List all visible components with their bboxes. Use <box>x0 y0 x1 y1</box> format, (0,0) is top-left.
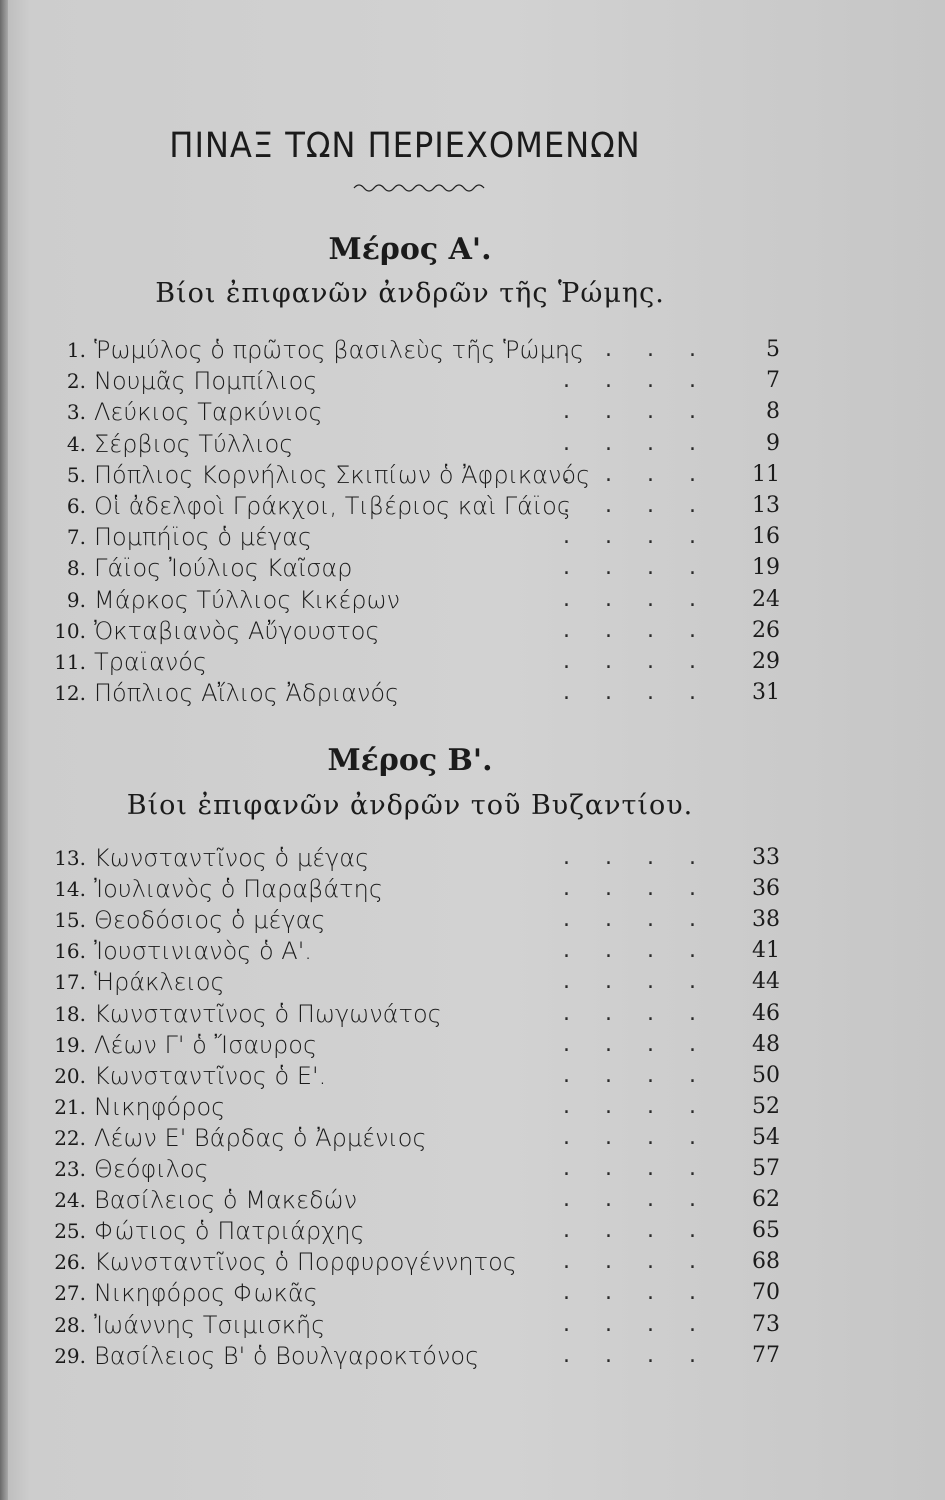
toc-entry <box>40 936 780 966</box>
entry-page-number: 77 <box>752 1342 780 1368</box>
entry-title: Ἡράκλειος <box>94 968 225 997</box>
leader-dots: . . . . <box>563 938 710 964</box>
entry-number: 16. <box>54 939 86 964</box>
entry-page-number: 46 <box>752 1000 780 1026</box>
leader-dots: . . . . <box>563 617 710 643</box>
part-b-subheading: Βίοι ἐπιφανῶν ἀνδρῶν τοῦ Βυζαντίου. <box>126 790 694 821</box>
entry-number: 8. <box>66 556 86 581</box>
toc-entry <box>40 647 780 677</box>
leader-dots: . . . . <box>563 1124 710 1150</box>
entry-title: Πομπήϊος ὁ μέγας <box>94 523 313 552</box>
entry-page-number: 54 <box>752 1124 780 1150</box>
entry-number: 11. <box>54 650 86 674</box>
entry-page-number: 52 <box>752 1093 780 1119</box>
entry-page-number: 68 <box>752 1249 780 1275</box>
leader-dots: . . . . <box>563 1249 710 1275</box>
entry-number: 5. <box>66 462 86 487</box>
entry-number: 2. <box>66 369 86 394</box>
entry-title: Πόπλιος Αἴλιος Ἀδριανός <box>94 679 400 708</box>
entry-number: 20. <box>54 1063 86 1088</box>
toc-entry <box>40 460 780 490</box>
leader-dots: . . . . <box>563 524 710 550</box>
leader-dots: . . . . <box>563 461 710 487</box>
entry-page-number: 29 <box>752 649 780 674</box>
toc-entry <box>40 1310 780 1340</box>
entry-number: 4. <box>66 431 86 456</box>
toc-entry <box>40 429 780 459</box>
entry-title: Κωνσταντῖνος ὁ Πορφυρογέννητος <box>94 1248 517 1277</box>
entry-number: 12. <box>54 681 86 706</box>
entry-title: Ῥωμύλος ὁ πρῶτος βασιλεὺς τῆς Ῥώμης <box>94 336 585 364</box>
entry-page-number: 9 <box>766 430 780 456</box>
entry-title: Θεόφιλος <box>94 1155 209 1183</box>
entry-title: Κωνσταντῖνος ὁ μέγας <box>94 844 370 872</box>
entry-number: 15. <box>54 908 86 933</box>
entry-number: 9. <box>66 587 86 612</box>
entry-number: 29. <box>54 1343 86 1368</box>
entry-number: 19. <box>54 1032 86 1057</box>
entry-number: 24. <box>54 1188 86 1213</box>
entry-title: Κωνσταντῖνος ὁ Πωγωνάτος <box>94 999 442 1028</box>
part-a-subheading: Βίοι ἐπιφανῶν ἀνδρῶν τῆς Ῥώμης. <box>155 278 665 309</box>
leader-dots: . . . . <box>563 1062 710 1088</box>
toc-entry <box>40 553 780 583</box>
toc-entry <box>40 967 780 997</box>
leader-dots: . . . . <box>563 399 710 425</box>
leader-dots: . . . . <box>563 1000 710 1026</box>
part-b-heading: Μέρος Β'. <box>327 743 493 778</box>
toc-entry <box>40 397 780 427</box>
entry-title: Ἰωάννης Τσιμισκῆς <box>94 1310 326 1339</box>
entry-number: 23. <box>54 1157 86 1181</box>
toc-entry <box>40 1247 780 1277</box>
leader-dots: . . . . <box>563 1156 710 1181</box>
toc-entry <box>40 678 780 708</box>
toc-entry <box>40 335 780 365</box>
toc-entry <box>40 616 780 646</box>
entry-page-number: 31 <box>752 680 780 706</box>
entry-page-number: 24 <box>752 586 780 612</box>
entry-page-number: 70 <box>752 1280 780 1306</box>
entry-page-number: 5 <box>766 337 780 362</box>
entry-title: Τραϊανός <box>94 648 208 676</box>
leader-dots: . . . . <box>563 337 710 362</box>
entry-title: Νικηφόρος <box>94 1092 226 1121</box>
entry-page-number: 19 <box>752 555 780 581</box>
entry-title: Βασίλειος Β' ὁ Βουλγαροκτόνος <box>94 1341 480 1370</box>
leader-dots: . . . . <box>563 1280 710 1306</box>
entry-page-number: 16 <box>752 524 780 550</box>
part-a-heading: Μέρος Α'. <box>328 232 492 267</box>
leader-dots: . . . . <box>563 1342 710 1368</box>
leader-dots: . . . . <box>563 555 710 581</box>
toc-entry <box>40 585 780 615</box>
entry-page-number: 57 <box>752 1156 780 1181</box>
toc-entry <box>40 999 780 1029</box>
entry-title: Νικηφόρος Φωκᾶς <box>94 1279 318 1308</box>
entry-title: Φώτιος ὁ Πατριάρχης <box>94 1217 365 1246</box>
entry-number: 27. <box>54 1281 86 1306</box>
leader-dots: . . . . <box>563 1093 710 1119</box>
entry-page-number: 50 <box>752 1062 780 1088</box>
leader-dots: . . . . <box>563 586 710 612</box>
entry-page-number: 65 <box>752 1218 780 1244</box>
entry-number: 1. <box>66 338 86 362</box>
leader-dots: . . . . <box>563 845 710 870</box>
entry-number: 22. <box>54 1125 86 1150</box>
entry-page-number: 62 <box>752 1187 780 1213</box>
toc-entry <box>40 874 780 904</box>
leader-dots: . . . . <box>563 1218 710 1244</box>
toc-entry <box>40 905 780 935</box>
entry-page-number: 7 <box>766 368 780 394</box>
entry-page-number: 13 <box>752 493 780 518</box>
entry-page-number: 44 <box>752 969 780 995</box>
toc-entry <box>40 1278 780 1308</box>
entry-title: Βασίλειος ὁ Μακεδών <box>94 1186 358 1215</box>
entry-number: 14. <box>54 877 86 902</box>
entry-number: 10. <box>54 618 86 643</box>
leader-dots: . . . . <box>563 493 710 518</box>
toc-entry <box>40 843 780 873</box>
entry-title: Λεύκιος Ταρκύνιος <box>94 398 323 427</box>
toc-entry <box>40 366 780 396</box>
page-title: ΠΙΝΑΞ ΤΩΝ ΠΕΡΙΕΧΟΜΕΝΩΝ <box>169 126 641 166</box>
entry-title: Ἰουλιανὸς ὁ Παραβάτης <box>94 875 383 904</box>
entry-page-number: 26 <box>752 617 780 643</box>
toc-entry <box>40 1061 780 1091</box>
toc-entry <box>40 1154 780 1184</box>
entry-title: Νουμᾶς Πομπίλιος <box>94 367 318 396</box>
leader-dots: . . . . <box>563 649 710 674</box>
entry-title: Σέρβιος Τύλλιος <box>94 429 294 458</box>
toc-entry <box>40 522 780 552</box>
leader-dots: . . . . <box>563 969 710 995</box>
entry-title: Κωνσταντῖνος ὁ Ε'. <box>94 1061 327 1090</box>
leader-dots: . . . . <box>563 876 710 902</box>
entry-title: Ὀκταβιανὸς Αὔγουστος <box>94 616 380 645</box>
entry-number: 3. <box>66 400 86 425</box>
toc-entry <box>40 1123 780 1153</box>
toc-entry <box>40 1185 780 1215</box>
entry-page-number: 48 <box>752 1031 780 1057</box>
entry-page-number: 41 <box>752 938 780 964</box>
entry-page-number: 11 <box>752 461 780 487</box>
toc-entry <box>40 491 780 521</box>
entry-title: Λέων Γ' ὁ Ἴσαυρος <box>94 1030 318 1059</box>
entry-number: 18. <box>54 1001 86 1026</box>
entry-number: 17. <box>54 970 86 995</box>
toc-entry <box>40 1216 780 1246</box>
entry-page-number: 73 <box>752 1311 780 1337</box>
entry-title: Θεοδόσιος ὁ μέγας <box>94 906 326 935</box>
entry-title: Μάρκος Τύλλιος Κικέρων <box>94 585 401 614</box>
toc-entry <box>40 1030 780 1060</box>
entry-number: 26. <box>54 1250 86 1275</box>
leader-dots: . . . . <box>563 1311 710 1337</box>
entry-page-number: 38 <box>752 907 780 933</box>
entry-number: 21. <box>54 1094 86 1119</box>
entry-title: Πόπλιος Κορνήλιος Σκιπίων ὁ Ἀφρικανός <box>94 460 591 489</box>
entry-title: Γάϊος Ἰούλιος Καῖσαρ <box>94 554 353 583</box>
entry-title: Ἰουστινιανὸς ὁ Α'. <box>94 937 312 966</box>
leader-dots: . . . . <box>563 430 710 456</box>
leader-dots: . . . . <box>563 1187 710 1213</box>
toc-entry <box>40 1092 780 1122</box>
wavy-ornament-icon <box>352 180 492 196</box>
entry-title: Οἱ ἀδελφοὶ Γράκχοι, Τιβέριος καὶ Γάϊος <box>94 492 571 520</box>
entry-page-number: 33 <box>752 845 780 870</box>
entry-number: 7. <box>66 525 86 550</box>
leader-dots: . . . . <box>563 680 710 706</box>
leader-dots: . . . . <box>563 368 710 394</box>
leader-dots: . . . . <box>563 1031 710 1057</box>
entry-title: Λέων Ε' Βάρδας ὁ Ἀρμένιος <box>94 1123 427 1152</box>
entry-number: 6. <box>66 494 86 518</box>
leader-dots: . . . . <box>563 907 710 933</box>
entry-number: 13. <box>54 846 86 870</box>
entry-number: 25. <box>54 1219 86 1244</box>
entry-page-number: 8 <box>766 399 780 425</box>
toc-entry <box>40 1341 780 1371</box>
entry-number: 28. <box>54 1312 86 1337</box>
entry-page-number: 36 <box>752 876 780 902</box>
